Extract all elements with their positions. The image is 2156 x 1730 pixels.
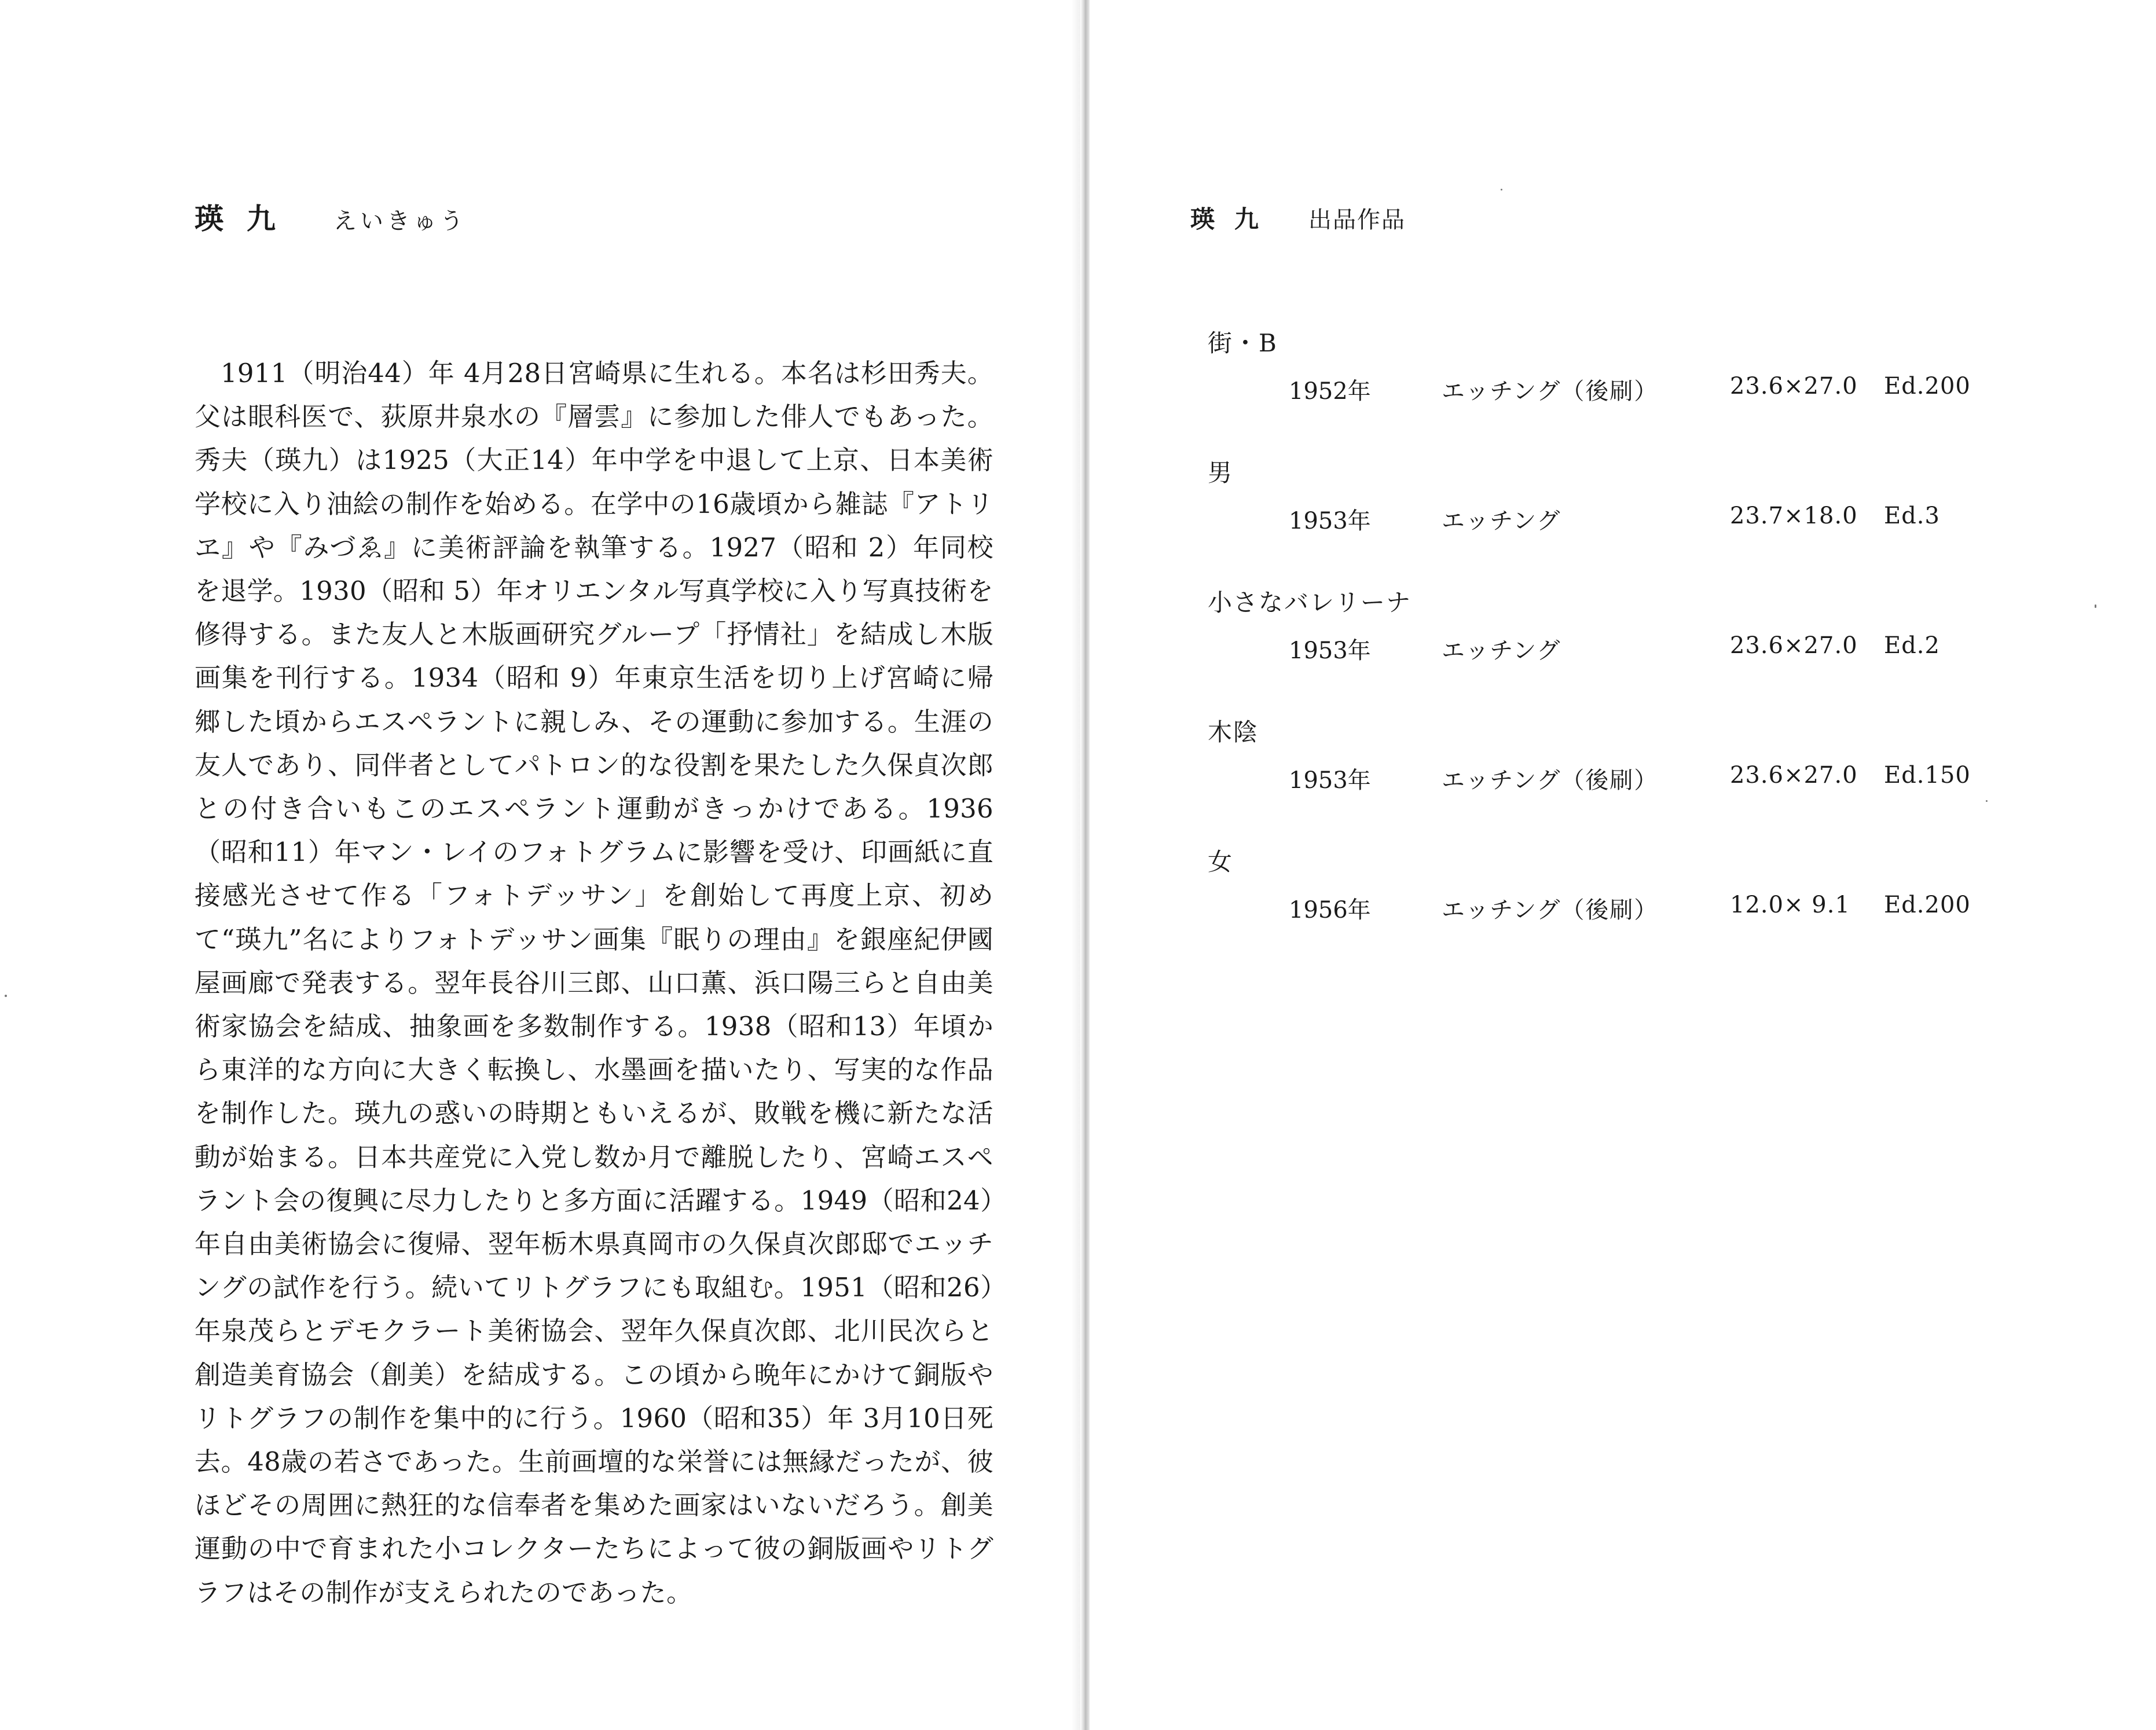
work-year: 1952年 xyxy=(1289,378,1371,405)
work-item xyxy=(1208,584,2076,713)
work-size: 23.6×27.0 xyxy=(1730,762,1858,789)
artist-name-right: 瑛九 xyxy=(1190,205,1279,233)
section-title: 出品作品 xyxy=(1308,207,1406,233)
work-technique: エッチング（後刷） xyxy=(1442,767,1659,794)
work-technique: エッチング xyxy=(1442,637,1561,664)
work-title: 男 xyxy=(1208,459,1234,487)
artist-reading: えいきゅう xyxy=(333,208,467,234)
works-list xyxy=(1208,324,2076,973)
work-edition: Ed.3 xyxy=(1884,503,1940,529)
work-year: 1956年 xyxy=(1289,897,1371,923)
artist-name: 瑛九 xyxy=(195,201,299,236)
biography-text: 1911（明治44）年 4月28日宮崎県に生れる。本名は杉田秀夫。父は眼科医で、荻原井泉水の『層雲』に参加した俳人でもあった。秀夫（瑛九）は1925（大正14）年中学を中退して上京、日本美術学校に入り油絵の制作を始める。在学中の16歳頃から雑誌『アトリヱ』や『みづゑ』に美術評論を執筆する。1927（昭和 2）年同校を退学。1930（昭和 5）年オリエンタル写真学校に入り写真技術を修得する。また友人と木版画研究グループ「抒情社」を結成し木版画集を刊行する。1934（昭和 9）年東京生活を切り上げ宮崎に帰郷した頃からエスペラントに親しみ、その運動に参加する。生涯の友人であり、同伴者としてパトロン的な役割を果たした久保貞次郎との付き合いもこのエスペラント運動がきっかけである。1936（昭和11）年マン・レイのフォトグラムに影響を受け、印画紙に直接感光させて作る「フォトデッサン」を創始して再度上京、初めて“瑛九”名によりフォトデッサン画集『眠りの理由』を銀座紀伊國屋画廊で発表する。翌年長谷川三郎、山口薫、浜口陽三らと自由美術家協会を結成、抽象画を多数制作する。1938（昭和13）年頃から東洋的な方向に大きく転換し、水墨画を描いたり、写実的な作品を制作した。瑛九の惑いの時期ともいえるが、敗戦を機に新たな活動が始まる。日本共産党に入党し数か月で離脱したり、宮崎エスペラント会の復興に尽力したりと多方面に活躍する。1949（昭和24）年自由美術協会に復帰、翌年栃木県真岡市の久保貞次郎邸でエッチングの試作を行う。続いてリトグラフにも取組む。1951（昭和26）年泉茂らとデモクラート美術協会、翌年久保貞次郎、北川民次らと創造美育協会（創美）を結成する。この頃から晩年にかけて銅版やリトグラフの制作を集中的に行う。1960（昭和35）年 3月10日死去。48歳の若さであった。生前画壇的な栄誉には無縁だったが、彼ほどその周囲に熱狂的な信奉者を集めた画家はいないだろう。創美運動の中で育まれた小コレクターたちによって彼の銅版画やリトグラフはその制作が支えられたのであった。 xyxy=(195,358,994,1608)
gutter-shadow xyxy=(1071,0,1080,1730)
work-size: 23.6×27.0 xyxy=(1730,632,1858,659)
work-edition: Ed.200 xyxy=(1884,892,1971,918)
work-item xyxy=(1208,713,2076,843)
work-year: 1953年 xyxy=(1289,508,1371,534)
work-edition: Ed.2 xyxy=(1884,632,1940,659)
book-gutter xyxy=(1080,0,1090,1730)
scan-speck xyxy=(1986,800,1988,802)
scan-speck xyxy=(5,995,7,997)
work-year: 1953年 xyxy=(1289,637,1371,664)
work-item xyxy=(1208,324,2076,454)
scan-speck xyxy=(1501,189,1502,190)
work-year: 1953年 xyxy=(1289,767,1371,794)
work-title: 小さなバレリーナ xyxy=(1208,588,1412,617)
work-technique: エッチング（後刷） xyxy=(1442,378,1659,405)
work-item xyxy=(1208,454,2076,584)
work-title: 女 xyxy=(1208,848,1234,876)
work-size: 23.7×18.0 xyxy=(1730,503,1858,529)
work-size: 12.0× 9.1 xyxy=(1730,892,1850,918)
work-edition: Ed.150 xyxy=(1884,762,1971,789)
work-title: 街・B xyxy=(1208,329,1278,357)
work-technique: エッチング（後刷） xyxy=(1442,897,1659,923)
artist-heading xyxy=(195,196,467,237)
work-technique: エッチング xyxy=(1442,508,1561,534)
work-edition: Ed.200 xyxy=(1884,373,1971,399)
work-title: 木陰 xyxy=(1208,718,1259,746)
work-size: 23.6×27.0 xyxy=(1730,373,1858,399)
work-item xyxy=(1208,843,2076,973)
works-heading xyxy=(1190,200,1406,235)
scan-speck xyxy=(2095,604,2096,608)
